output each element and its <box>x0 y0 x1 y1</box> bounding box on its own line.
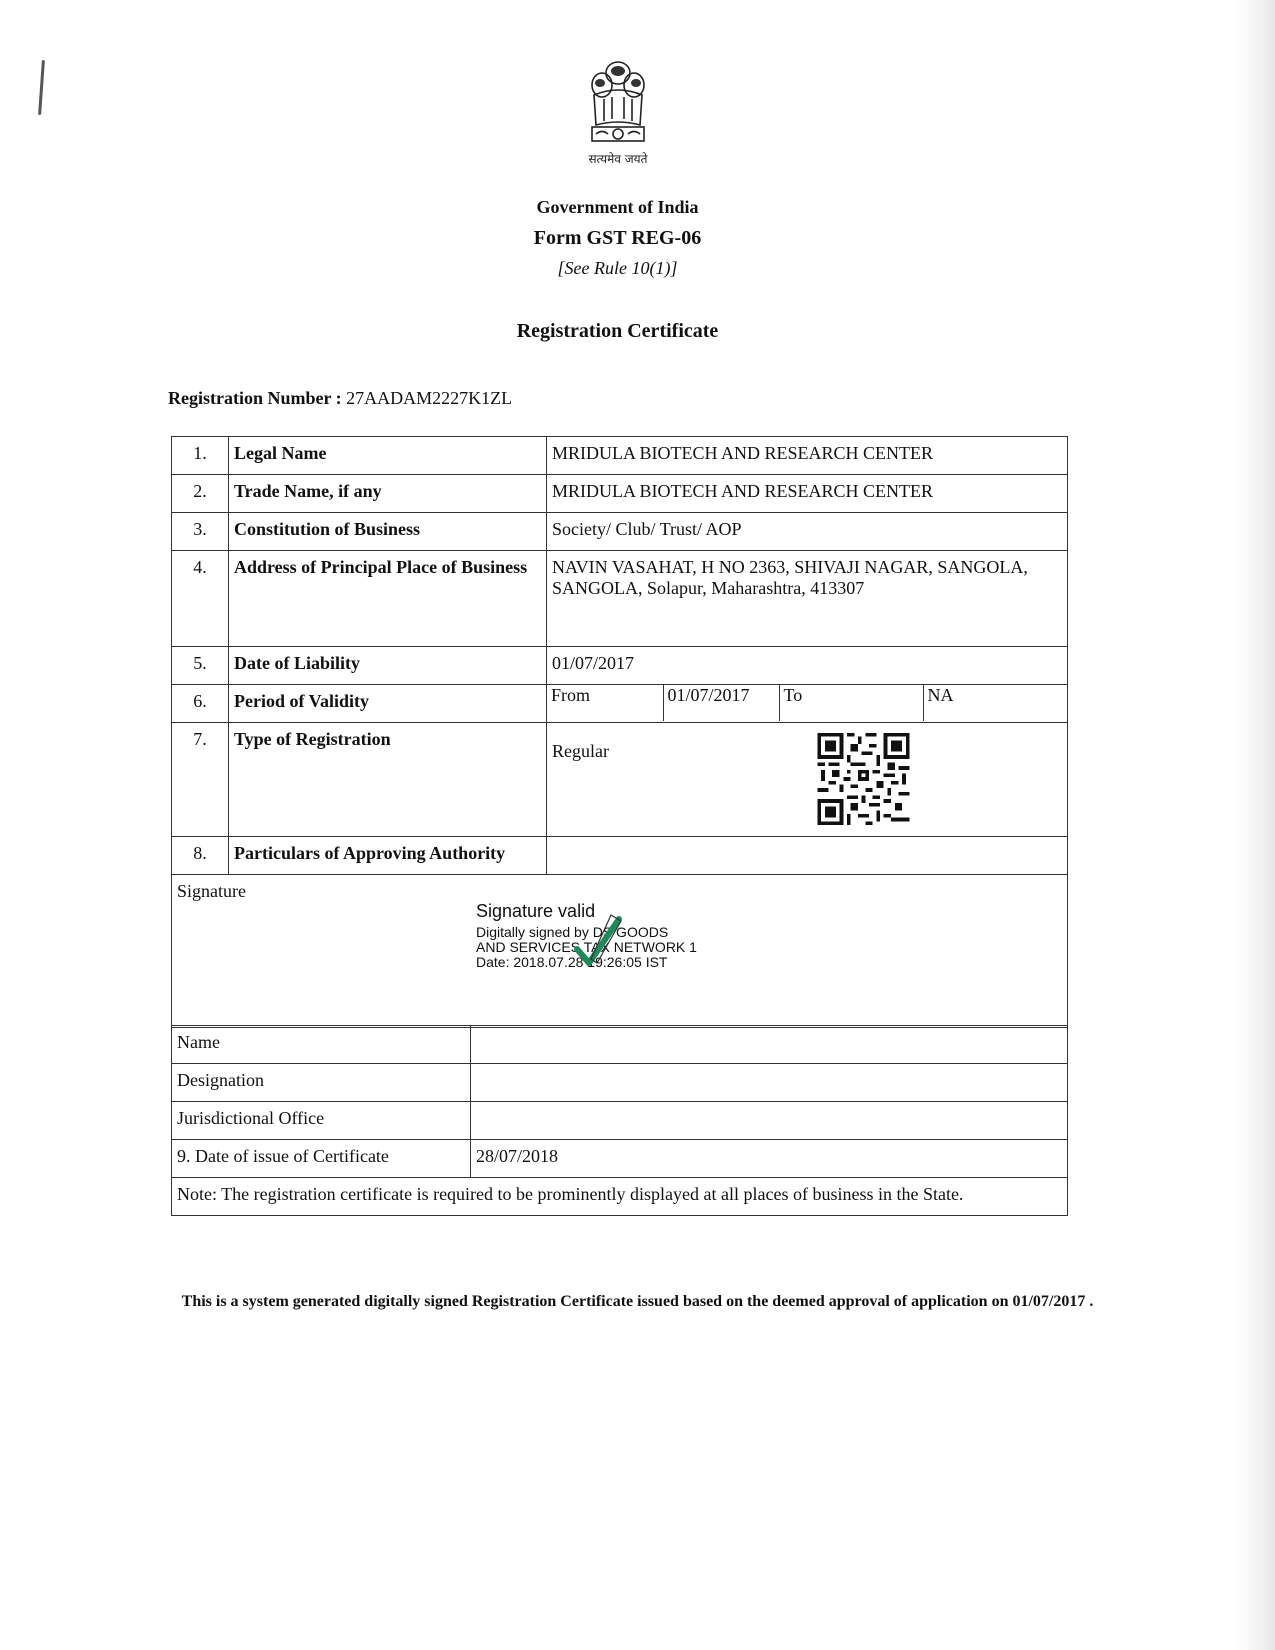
authority-table <box>171 1025 1068 1216</box>
jurisdictional-office-label: Jurisdictional Office <box>172 1102 471 1140</box>
table-row <box>172 837 1068 875</box>
row-number: 6. <box>172 685 229 723</box>
signature-line: AND SERVICES TAX NETWORK 1 <box>476 939 697 955</box>
row-label: Address of Principal Place of Business <box>229 551 547 647</box>
table-row <box>172 1026 1068 1064</box>
row-label: Period of Validity <box>229 685 547 723</box>
row-value: NAVIN VASAHAT, H NO 2363, SHIVAJI NAGAR, SANGOLA, SANGOLA, Solapur, Maharashtra, 413307 <box>547 551 1068 647</box>
registration-number-line <box>168 388 512 409</box>
registration-number: 27AADAM2227K1ZL <box>346 388 513 408</box>
designation-value <box>471 1064 1068 1102</box>
row-value <box>547 723 1068 837</box>
signature-row <box>172 875 1068 1028</box>
signature-label: Signature <box>177 881 246 901</box>
scan-edge <box>1235 0 1275 1650</box>
authority-name-label: Name <box>172 1026 471 1064</box>
row-label: Date of Liability <box>229 647 547 685</box>
row-label: Constitution of Business <box>229 513 547 551</box>
table-row <box>172 551 1068 647</box>
from-label: From <box>551 685 591 705</box>
qr-code-icon <box>816 733 911 825</box>
signature-valid-text: Signature valid <box>476 901 596 921</box>
row-number: 5. <box>172 647 229 685</box>
table-row <box>172 1102 1068 1140</box>
pen-mark <box>38 60 45 115</box>
row-label: Type of Registration <box>229 723 547 837</box>
row-value <box>547 837 1068 875</box>
registration-number-label: Registration Number : <box>168 388 342 408</box>
display-note: Note: The registration certificate is required to be prominently displayed at all places of business in the State. <box>172 1178 1068 1216</box>
table-row <box>172 1064 1068 1102</box>
emblem-motto: सत्यमेव जयते <box>588 152 648 166</box>
row-number: 8. <box>172 837 229 875</box>
signature-line: Digitally signed by DS GOODS <box>476 924 669 940</box>
validity-subtable <box>547 685 1067 721</box>
row-number: 2. <box>172 475 229 513</box>
row-number: 4. <box>172 551 229 647</box>
row-number: 3. <box>172 513 229 551</box>
government-heading: Government of India <box>536 197 699 217</box>
row-number: 1. <box>172 437 229 475</box>
row-value: Society/ Club/ Trust/ AOP <box>547 513 1068 551</box>
row-label: Trade Name, if any <box>229 475 547 513</box>
registration-type: Regular <box>552 741 609 761</box>
certificate-table <box>171 436 1068 1028</box>
jurisdictional-office-value <box>471 1102 1068 1140</box>
table-row <box>172 1178 1068 1216</box>
checkmark-icon <box>571 911 627 971</box>
form-title: Form GST REG-06 <box>533 227 702 249</box>
table-row <box>172 437 1068 475</box>
footer-statement: This is a system generated digitally signed Registration Certificate issued based on the deemed approval of application on 01/07/2017 . <box>181 1293 1094 1310</box>
row-value: MRIDULA BIOTECH AND RESEARCH CENTER <box>547 475 1068 513</box>
designation-label: Designation <box>172 1064 471 1102</box>
row-value: 01/07/2017 <box>547 647 1068 685</box>
signature-cell <box>172 875 1068 1028</box>
signature-line: Date: 2018.07.28 19:26:05 IST <box>476 954 668 970</box>
row-label: Particulars of Approving Authority <box>229 837 547 875</box>
table-row <box>172 513 1068 551</box>
table-row <box>172 685 1068 723</box>
row-number: 7. <box>172 723 229 837</box>
certificate-title: Registration Certificate <box>516 320 719 342</box>
authority-name <box>471 1026 1068 1064</box>
row-value: MRIDULA BIOTECH AND RESEARCH CENTER <box>547 437 1068 475</box>
signature-area <box>177 881 1062 1021</box>
digital-signature-block <box>476 901 697 970</box>
issue-date-label: 9. Date of issue of Certificate <box>172 1140 471 1178</box>
row-label: Legal Name <box>229 437 547 475</box>
to-date: NA <box>923 685 1067 721</box>
rule-reference: [See Rule 10(1)] <box>557 258 678 278</box>
validity-cell <box>547 685 1068 723</box>
to-label: To <box>779 685 923 721</box>
from-date: 01/07/2017 <box>663 685 779 721</box>
table-row <box>172 723 1068 837</box>
table-row <box>172 1140 1068 1178</box>
national-emblem-icon <box>582 55 654 165</box>
table-row <box>172 647 1068 685</box>
issue-date-value: 28/07/2018 <box>471 1140 1068 1178</box>
table-row <box>172 475 1068 513</box>
